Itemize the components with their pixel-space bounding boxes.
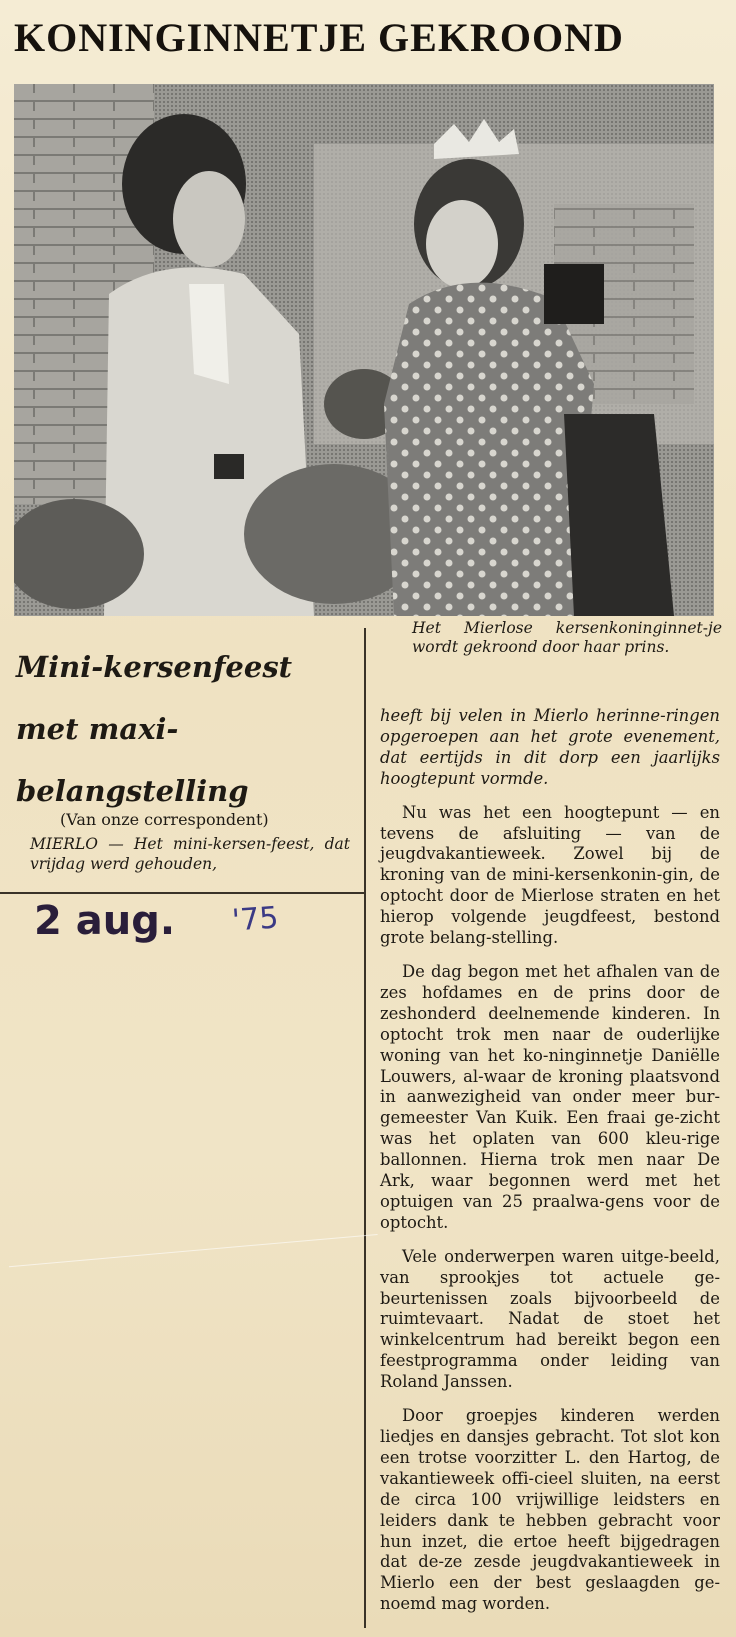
subhead-line: Mini-kersenfeest	[16, 650, 293, 684]
body-paragraph: heeft bij velen in Mierlo herinne-ringen opgeroepen aan het grote evenement, dat eertijds in dit dorp een jaarlijks hoogtepunt vormde.	[380, 706, 720, 788]
headline: KONINGINNETJE GEKROOND	[14, 15, 624, 60]
subheadline	[16, 636, 356, 822]
article-body	[380, 706, 720, 1628]
column-divider	[364, 628, 366, 1628]
byline: (Van onze correspondent)	[60, 810, 269, 829]
body-paragraph: Nu was het een hoogtepunt — en tevens de afsluiting — van de jeugdvakantieweek. Zowel bij de kroning van de mini-kersenkonin-gin, de optocht door de Mierlose straten en het hierop volgende jeugdfeest, bestond grote belang-stelling.	[380, 802, 720, 948]
section-divider	[0, 892, 365, 894]
subhead-line: met maxi-	[16, 712, 179, 746]
handwritten-year: '75	[230, 900, 280, 939]
photo-caption: Het Mierlose kersenkoninginnet-je wordt gekroond door haar prins.	[412, 619, 722, 656]
body-paragraph: Door groepjes kinderen werden liedjes en dansjes gebracht. Tot slot kon een trotse voorzitter L. den Hartog, de vakantieweek offi-cieel sluiten, na eerst de circa 100 vrijwillige leidsters en leiders dank te hebben gebracht voor hun inzet, die ertoe heeft bijgedragen dat de-ze zesde jeugdvakantieweek in Mierlo een der best geslaagden ge-noemd mag worden.	[380, 1406, 720, 1614]
handwritten-date: 2 aug.	[34, 898, 176, 944]
body-paragraph: De dag begon met het afhalen van de zes hofdames en de prins door de zeshonderd deelnemende kinderen. In optocht trok men naar de ouderlijke woning van het ko-ninginnetje Daniëlle Louwers, al-waar de kroning plaatsvond in aanwezigheid van onder meer bur-gemeester Van Kuik. Een fraai ge-zicht was het oplaten van 600 kleu-rige ballonnen. Hierna trok men naar De Ark, waar begonnen werd met het optuigen van 25 praalwa-gens voor de optocht.	[380, 961, 720, 1232]
subhead-line: belangstelling	[16, 774, 249, 808]
lead-paragraph: MIERLO — Het mini-kersen-feest, dat vrijdag werd gehouden,	[30, 835, 350, 873]
body-paragraph: Vele onderwerpen waren uitge-beeld, van sprookjes tot actuele ge-beurtenissen zoals bijvoorbeeld de ruimtevaart. Nadat de stoet het winkelcentrum had bereikt begon een feestprogramma onder leiding van Roland Janssen.	[380, 1246, 720, 1392]
photo-illustration	[14, 84, 714, 616]
article-photo	[14, 84, 714, 616]
